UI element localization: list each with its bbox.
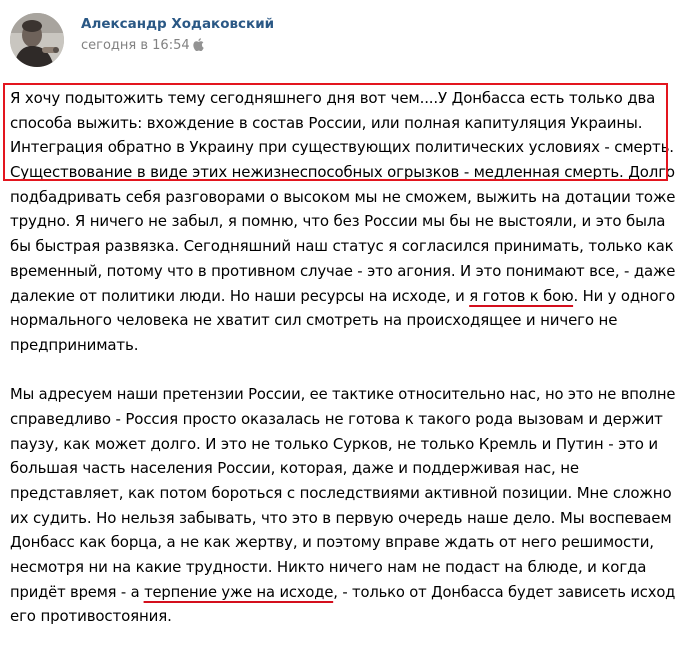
text-line-1-10: нормального человека не хватит сил смотреть на происходящее и ничего не bbox=[10, 311, 618, 330]
avatar[interactable] bbox=[10, 13, 64, 67]
text-line-2-1: Мы адресуем наши претензии России, ее тактике относительно нас, но это не вполне bbox=[10, 385, 676, 404]
text-line-2-10: его противостояния. bbox=[10, 607, 172, 626]
text-line-2-6: их судить. Но нельзя забывать, что это в первую очередь наше дело. Мы воспеваем bbox=[10, 508, 672, 527]
text-line-2-8: несмотря ни на какие трудности. Никто ничего нам не подаст на блюде, и когда bbox=[10, 558, 647, 577]
underlined-phrase-patience-running-out: терпение уже на исходе bbox=[144, 582, 334, 601]
text-line-1-2: способа выжить: вхождение в состав России, или полная капитуляция Украины. bbox=[10, 113, 643, 132]
text-line-1-8: временный, потому что в противном случае - это агония. И это понимают все, - даже bbox=[10, 261, 676, 280]
post-text bbox=[10, 86, 675, 629]
text-line-2-9 bbox=[10, 580, 676, 605]
text-line-2-3: паузу, как может долго. И это не только Сурков, не только Кремль и Путин - это и bbox=[10, 434, 659, 453]
text-line-2-9-end: , - только от Донбасса будет зависеть исход bbox=[333, 582, 676, 601]
text-line-1-5: подбадривать себя разговорами о высоком мы не сможем, выжить на дотации тоже bbox=[10, 187, 676, 206]
text-line-2-5: представляет, как потом бороться с последствиями активной позиции. Мне сложно bbox=[10, 484, 672, 502]
text-line-1-3: Интеграция обратно в Украину при существующих политических условиях - смерть. bbox=[10, 138, 674, 157]
text-line-1-9 bbox=[10, 284, 676, 309]
author-name[interactable]: Александр Ходаковский bbox=[81, 16, 275, 32]
text-line-2-9-start: придёт время - а bbox=[10, 582, 145, 601]
underlined-phrase-ready-to-fight: я готов к бою bbox=[469, 286, 574, 305]
text-line-1-11: предпринимать. bbox=[10, 335, 139, 354]
post-header bbox=[10, 9, 670, 65]
text-line-1-9-start: далекие от политики люди. Но наши ресурсы на исходе, и bbox=[10, 286, 470, 305]
text-line-2-2: справедливо - Россия просто оказалась не готова к такого рода вызовам и держит bbox=[10, 409, 663, 428]
text-line-1-9-end: . Ни у одного bbox=[573, 286, 676, 305]
text-line-1-4: Существование в виде этих нежизнеспособных огрызков - медленная смерть. Долго bbox=[10, 163, 675, 182]
post-time[interactable] bbox=[81, 38, 204, 55]
text-line-2-7: Донбасс как борца, а не как жертву, и поэтому вправе ждать от него решимости, bbox=[10, 533, 654, 552]
text-line-1-1: Я хочу подытожить тему сегодняшнего дня вот чем....У Донбасса есть только два bbox=[10, 89, 656, 107]
text-line-1-7: бы быстрая развязка. Сегодняшний наш статус я согласился принимать, только как bbox=[10, 237, 674, 256]
text-line-2-4: большая часть населения России, которая, даже и поддерживая нас, не bbox=[10, 459, 579, 478]
apple-icon bbox=[193, 38, 204, 55]
text-line-1-6: трудно. Я ничего не забыл, я помню, что без России мы бы не выстояли, и это была bbox=[10, 212, 666, 231]
post-time-text[interactable]: сегодня в 16:54 bbox=[81, 38, 190, 53]
paragraph-gap bbox=[10, 358, 675, 383]
